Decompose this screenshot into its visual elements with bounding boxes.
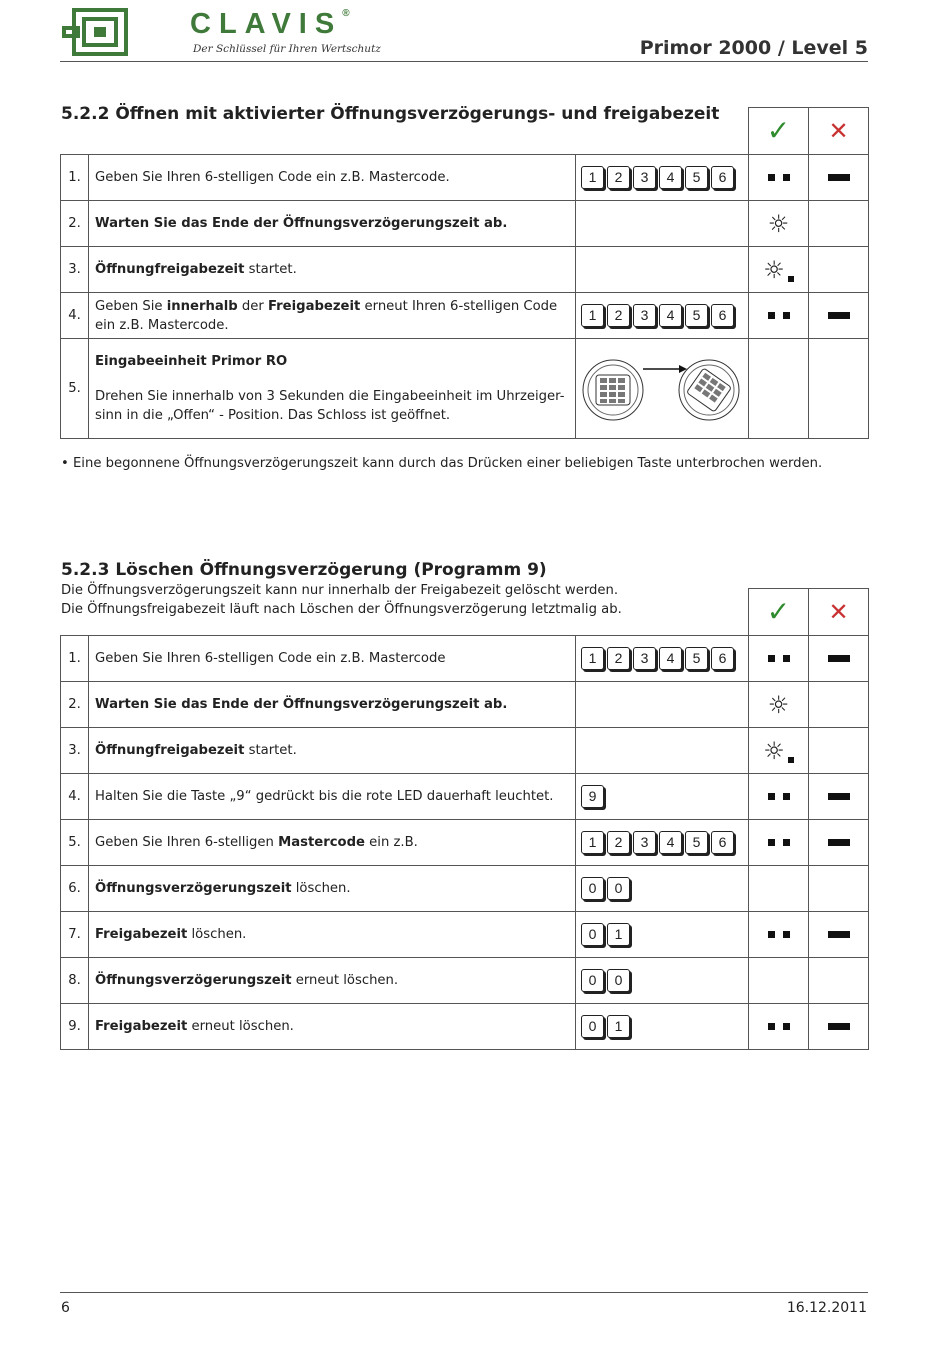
keypad-sequence (581, 877, 748, 900)
led-blink-beep-icon: ☼ (763, 258, 794, 282)
footer-divider (60, 1292, 868, 1293)
long-beep-icon (828, 174, 850, 181)
table-row (61, 636, 869, 682)
key-icon: 3 (633, 831, 656, 854)
keypad-sequence (581, 831, 748, 854)
step-text: Geben Sie Ihren 6-stelligen Mastercode ein z.B. (89, 820, 576, 866)
section-title-5-2-2: 5.2.2 Öffnen mit aktivierter Öffnungsverzögerungs- und freigabezeit (61, 104, 720, 124)
beep-dots-icon (768, 839, 790, 846)
long-beep-icon (828, 1023, 850, 1030)
key-icon: 0 (581, 877, 604, 900)
table-row (61, 866, 869, 912)
cross-icon: ✕ (828, 598, 849, 626)
beep-dots-icon (768, 793, 790, 800)
key-icon: 5 (685, 304, 708, 327)
long-beep-icon (828, 312, 850, 319)
led-blink-icon: ☼ (767, 209, 790, 238)
long-beep-icon (828, 839, 850, 846)
document-title: Primor 2000 / Level 5 (639, 37, 868, 59)
table-row (61, 293, 869, 339)
rotate-input-unit-icon (581, 352, 741, 422)
step-text: Öffnungsverzögerungszeit löschen. (89, 866, 576, 912)
checkmark-icon: ✓ (766, 114, 791, 147)
step-text: Warten Sie das Ende der Öffnungsverzögerungszeit ab. (89, 682, 576, 728)
step-number: 8. (61, 958, 89, 1004)
header-divider (60, 61, 868, 62)
key-icon: 0 (581, 923, 604, 946)
step-text: Freigabezeit erneut löschen. (89, 1004, 576, 1050)
key-icon: 6 (711, 831, 734, 854)
key-icon: 1 (581, 166, 604, 189)
step-text: Öffnungfreigabezeit startet. (89, 728, 576, 774)
step-number: 5. (61, 339, 89, 439)
step-text: Geben Sie Ihren 6-stelligen Code ein z.B. Mastercode. (89, 155, 576, 201)
key-icon: 0 (607, 969, 630, 992)
page-number: 6 (61, 1300, 70, 1316)
key-icon: 9 (581, 785, 604, 808)
step-number: 1. (61, 155, 89, 201)
step-text: Freigabezeit löschen. (89, 912, 576, 958)
key-icon: 5 (685, 647, 708, 670)
key-icon: 2 (607, 304, 630, 327)
section-description: Die Öffnungsverzögerungszeit kann nur innerhalb der Freigabezeit gelöscht werden. (61, 583, 619, 598)
note-text: • Eine begonnene Öffnungsverzögerungszeit kann durch das Drücken einer beliebigen Taste unterbrochen werden. (61, 456, 823, 471)
keypad-sequence (581, 923, 748, 946)
led-blink-icon: ☼ (767, 690, 790, 719)
beep-dots-icon (768, 312, 790, 319)
key-icon: 2 (607, 831, 630, 854)
section-title-5-2-3: 5.2.3 Löschen Öffnungsverzögerung (Programm 9) (61, 560, 547, 580)
section-description: Die Öffnungsfreigabezeit läuft nach Löschen der Öffnungsverzögerung letztmalig ab. (61, 602, 622, 617)
long-beep-icon (828, 793, 850, 800)
beep-dots-icon (768, 931, 790, 938)
brand-slogan: Der Schlüssel für Ihren Wertschutz (193, 43, 381, 55)
key-icon: 5 (685, 166, 708, 189)
step-number: 1. (61, 636, 89, 682)
table-row (61, 682, 869, 728)
table-row (61, 201, 869, 247)
key-icon: 4 (659, 831, 682, 854)
key-icon: 5 (685, 831, 708, 854)
key-icon: 6 (711, 304, 734, 327)
step-text: Warten Sie das Ende der Öffnungsverzögerungszeit ab. (89, 201, 576, 247)
keypad-sequence (581, 166, 748, 189)
step-text: Geben Sie Ihren 6-stelligen Code ein z.B. Mastercode (89, 636, 576, 682)
beep-dots-icon (768, 1023, 790, 1030)
clavis-logo (60, 6, 381, 58)
key-icon: 0 (581, 969, 604, 992)
step-number: 2. (61, 201, 89, 247)
long-beep-icon (828, 931, 850, 938)
table-row (61, 728, 869, 774)
step-number: 5. (61, 820, 89, 866)
table-row (61, 958, 869, 1004)
cross-icon: ✕ (828, 117, 849, 145)
step-number: 3. (61, 247, 89, 293)
table-row (61, 155, 869, 201)
key-icon: 4 (659, 304, 682, 327)
key-icon: 1 (581, 304, 604, 327)
key-icon: 0 (581, 1015, 604, 1038)
key-icon: 1 (607, 923, 630, 946)
key-icon: 2 (607, 166, 630, 189)
beep-dots-icon (768, 174, 790, 181)
step-number: 4. (61, 774, 89, 820)
key-icon: 3 (633, 166, 656, 189)
step-number: 3. (61, 728, 89, 774)
key-icon: 3 (633, 647, 656, 670)
step-number: 9. (61, 1004, 89, 1050)
step-number: 6. (61, 866, 89, 912)
step-number: 2. (61, 682, 89, 728)
document-date: 16.12.2011 (786, 1300, 867, 1316)
keypad-sequence (581, 969, 748, 992)
key-icon: 1 (607, 1015, 630, 1038)
brand-name: CLAVIS® (190, 8, 350, 40)
step-number: 4. (61, 293, 89, 339)
key-logo-icon (60, 6, 130, 58)
table-row (61, 912, 869, 958)
step-number: 7. (61, 912, 89, 958)
table-row (61, 339, 869, 439)
key-icon: 1 (581, 647, 604, 670)
key-icon: 2 (607, 647, 630, 670)
step-text: Eingabeeinheit Primor RO Drehen Sie innerhalb von 3 Sekunden die Eingabeeinheit im Uhrzeiger-sinn in die „Offen“ - Position. Das Schloss ist geöffnet. (89, 339, 576, 439)
checkmark-icon: ✓ (766, 595, 791, 628)
table-row (61, 820, 869, 866)
long-beep-icon (828, 655, 850, 662)
steps-table-5-2-3 (60, 588, 869, 1050)
beep-dots-icon (768, 655, 790, 662)
key-icon: 1 (581, 831, 604, 854)
table-row (61, 774, 869, 820)
keypad-sequence (581, 1015, 748, 1038)
key-icon: 0 (607, 877, 630, 900)
key-icon: 3 (633, 304, 656, 327)
table-row (61, 247, 869, 293)
table-row (61, 1004, 869, 1050)
step-text: Halten Sie die Taste „9“ gedrückt bis die rote LED dauerhaft leuchtet. (89, 774, 576, 820)
keypad-sequence (581, 304, 748, 327)
key-icon: 6 (711, 647, 734, 670)
step-text: Öffnungfreigabezeit startet. (89, 247, 576, 293)
keypad-sequence (581, 785, 748, 808)
steps-table-5-2-2 (60, 107, 869, 439)
key-icon: 4 (659, 647, 682, 670)
keypad-sequence (581, 647, 748, 670)
key-icon: 4 (659, 166, 682, 189)
step-text: Öffnungsverzögerungszeit erneut löschen. (89, 958, 576, 1004)
step-text: Geben Sie innerhalb der Freigabezeit erneut Ihren 6-stelligen Code ein z.B. Mastercode. (89, 293, 576, 339)
key-icon: 6 (711, 166, 734, 189)
led-blink-beep-icon: ☼ (763, 739, 794, 763)
